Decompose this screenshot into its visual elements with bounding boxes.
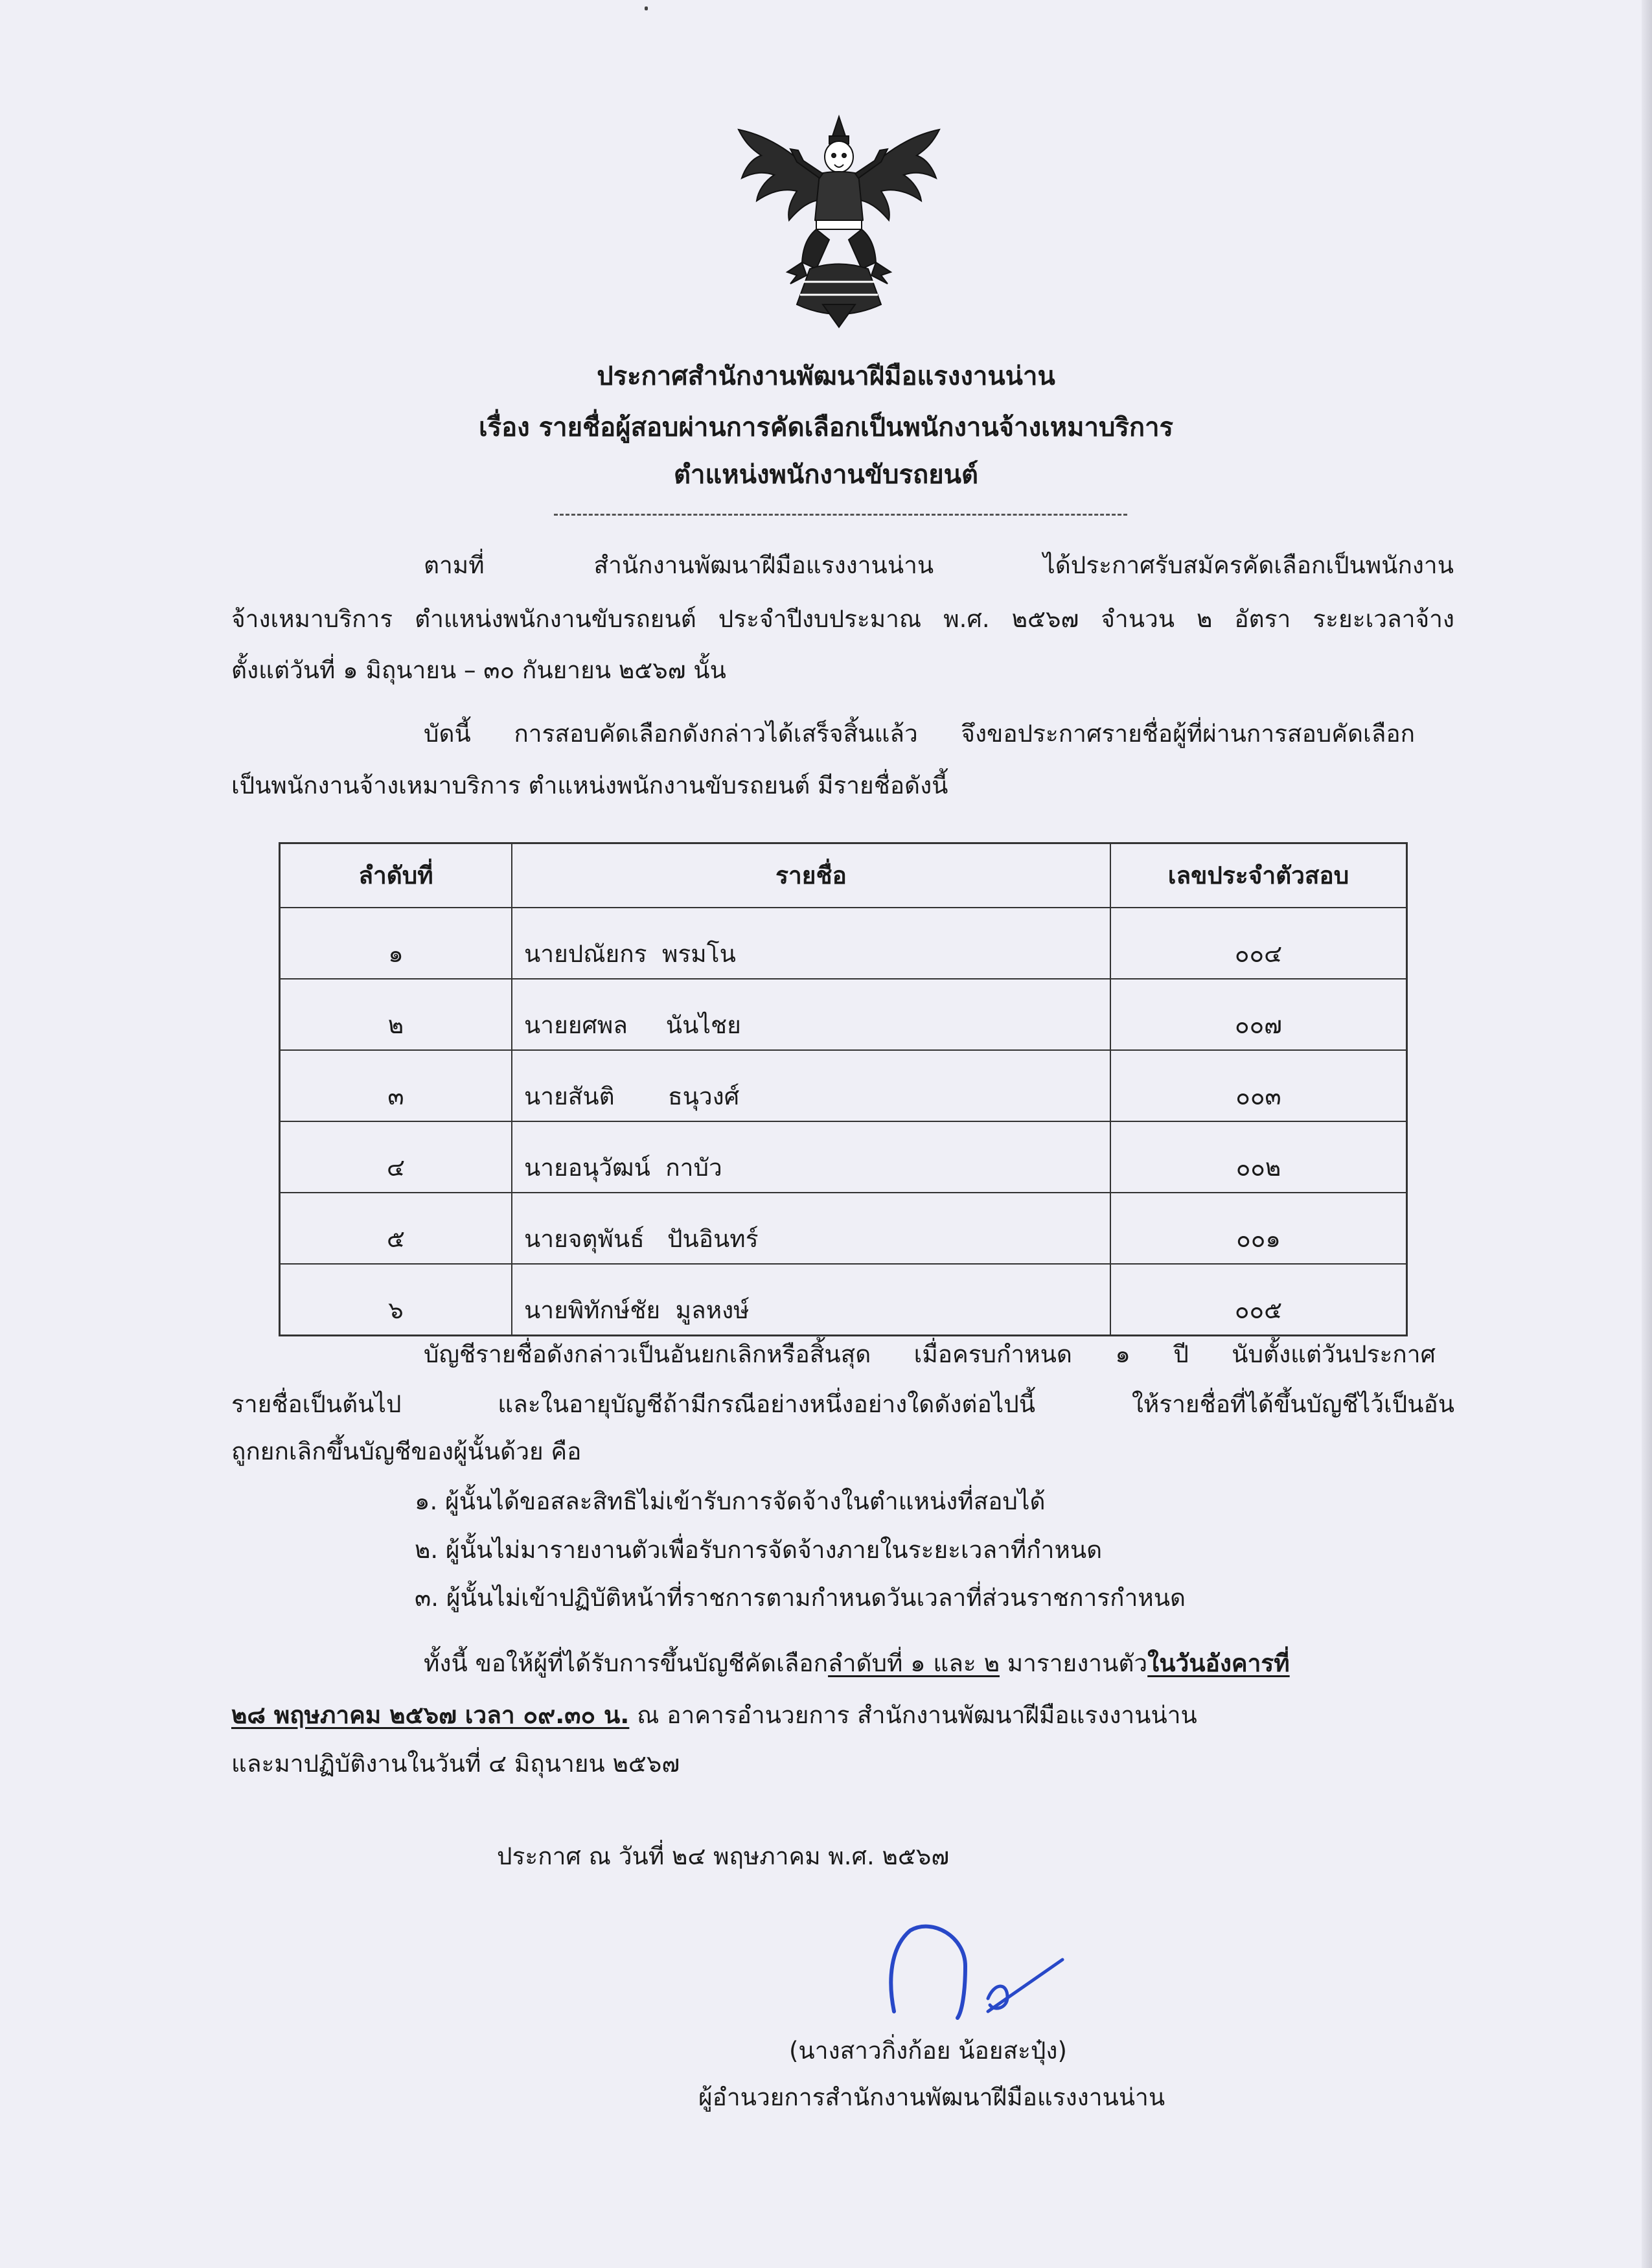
- announcement-heading: ประกาศสำนักงานพัฒนาฝีมือแรงงานน่าน: [597, 361, 1055, 391]
- signatory-name: (นางสาวกิ่งก้อย น้อยสะปุ๋ง): [789, 2037, 1067, 2065]
- para4-text: มารายงานตัว: [999, 1649, 1148, 1677]
- handwritten-signature-icon: [881, 1921, 1075, 2031]
- scan-speck: [645, 6, 648, 10]
- para3-line2: รายชื่อเป็นต้นไป และในอายุบัญชีถ้ามีกรณีอย่างหนึ่งอย่างใดดังต่อไปนี้ ให้รายชื่อที่ได้ขึ้นบัญชีไว้เป็นอัน: [231, 1390, 1454, 1418]
- row-name: นายอนุวัฒน์ กาบัว: [512, 1121, 1110, 1193]
- column-header-order: ลำดับที่: [280, 843, 512, 908]
- para4-line1: [424, 1649, 1290, 1678]
- row-order: ๖: [280, 1264, 512, 1336]
- row-order: ๑: [280, 908, 512, 979]
- position-heading: ตำแหน่งพนักงานขับรถยนต์: [674, 460, 978, 490]
- para1-line2: จ้างเหมาบริการ ตำแหน่งพนักงานขับรถยนต์ ประจำปีงบประมาณ พ.ศ. ๒๕๖๗ จำนวน ๒ อัตรา ระยะเวลาจ้าง: [231, 605, 1454, 633]
- condition-item-1: ๑. ผู้นั้นได้ขอสละสิทธิไม่เข้ารับการจัดจ้างในตำแหน่งที่สอบได้: [415, 1487, 1046, 1515]
- page-edge-shadow: [1642, 0, 1652, 2268]
- row-order: ๓: [280, 1050, 512, 1121]
- para3-line3: ถูกยกเลิกขึ้นบัญชีของผู้นั้นด้วย คือ: [231, 1438, 582, 1465]
- para4-text: ณ อาคารอำนวยการ สำนักงานพัฒนาฝีมือแรงงานน่าน: [629, 1701, 1197, 1729]
- row-exam-id: ๐๐๗: [1110, 979, 1407, 1050]
- table-row: [280, 908, 1407, 979]
- para3-line1: บัญชีรายชื่อดังกล่าวเป็นอันยกเลิกหรือสิ้นสุด เมื่อครบกำหนด ๑ ปี นับตั้งแต่วันประกาศ: [424, 1340, 1436, 1368]
- table-row: [280, 1264, 1407, 1336]
- para4-day-emphasis: ในวันอังคารที่: [1147, 1649, 1290, 1677]
- para4-text: ทั้งนี้ ขอให้ผู้ที่ได้รับการขึ้นบัญชีคัดเลือก: [424, 1649, 829, 1677]
- row-exam-id: ๐๐๒: [1110, 1121, 1407, 1193]
- condition-item-3: ๓. ผู้นั้นไม่เข้าปฏิบัติหน้าที่ราชการตามกำหนดวันเวลาที่ส่วนราชการกำหนด: [415, 1584, 1186, 1612]
- para4-line3: และมาปฏิบัติงานในวันที่ ๔ มิถุนายน ๒๕๖๗: [231, 1750, 680, 1778]
- dashed-divider: [554, 514, 1127, 516]
- condition-item-2: ๒. ผู้นั้นไม่มารายงานตัวเพื่อรับการจัดจ้างภายในระยะเวลาที่กำหนด: [415, 1536, 1103, 1564]
- para4-date-emphasis: ๒๘ พฤษภาคม ๒๕๖๗ เวลา ๐๙.๓๐ น.: [231, 1701, 630, 1729]
- table-row: [280, 1121, 1407, 1193]
- row-name: นายยศพล นันไชย: [512, 979, 1110, 1050]
- para4-line2: [231, 1701, 1197, 1730]
- column-header-name: รายชื่อ: [512, 843, 1110, 908]
- column-header-exam-id: เลขประจำตัวสอบ: [1110, 843, 1407, 908]
- para1-line3: ตั้งแต่วันที่ ๑ มิถุนายน – ๓๐ กันยายน ๒๕๖๗ นั้น: [231, 656, 726, 684]
- row-order: ๒: [280, 979, 512, 1050]
- candidate-table: [279, 842, 1408, 1336]
- row-name: นายพิทักษ์ชัย มูลหงษ์: [512, 1264, 1110, 1336]
- row-name: นายปณัยกร พรมโน: [512, 908, 1110, 979]
- table-header-row: [280, 843, 1407, 908]
- subject-heading: เรื่อง รายชื่อผู้สอบผ่านการคัดเลือกเป็นพนักงานจ้างเหมาบริการ: [478, 413, 1174, 442]
- row-exam-id: ๐๐๑: [1110, 1193, 1407, 1264]
- row-name: นายจตุพันธ์ ปันอินทร์: [512, 1193, 1110, 1264]
- para4-order-emphasis: ลำดับที่ ๑ และ ๒: [828, 1649, 1000, 1677]
- table-row: [280, 979, 1407, 1050]
- para2-line2: เป็นพนักงานจ้างเหมาบริการ ตำแหน่งพนักงานขับรถยนต์ มีรายชื่อดังนี้: [231, 772, 948, 799]
- row-exam-id: ๐๐๕: [1110, 1264, 1407, 1336]
- row-order: ๔: [280, 1121, 512, 1193]
- row-order: ๕: [280, 1193, 512, 1264]
- table-row: [280, 1193, 1407, 1264]
- row-exam-id: ๐๐๓: [1110, 1050, 1407, 1121]
- row-exam-id: ๐๐๔: [1110, 908, 1407, 979]
- para2-line1: บัดนี้ การสอบคัดเลือกดังกล่าวได้เสร็จสิ้นแล้ว จึงขอประกาศรายชื่อผู้ที่ผ่านการสอบคัดเลือก: [424, 720, 1415, 748]
- signatory-title: ผู้อำนวยการสำนักงานพัฒนาฝีมือแรงงานน่าน: [698, 2083, 1165, 2111]
- garuda-emblem-icon: [726, 110, 952, 330]
- table-row: [280, 1050, 1407, 1121]
- row-name: นายสันติ ธนุวงศ์: [512, 1050, 1110, 1121]
- para1-line1: ตามที่ สำนักงานพัฒนาฝีมือแรงงานน่าน ได้ประกาศรับสมัครคัดเลือกเป็นพนักงาน: [424, 551, 1454, 579]
- announcement-date: ประกาศ ณ วันที่ ๒๔ พฤษภาคม พ.ศ. ๒๕๖๗: [497, 1842, 950, 1870]
